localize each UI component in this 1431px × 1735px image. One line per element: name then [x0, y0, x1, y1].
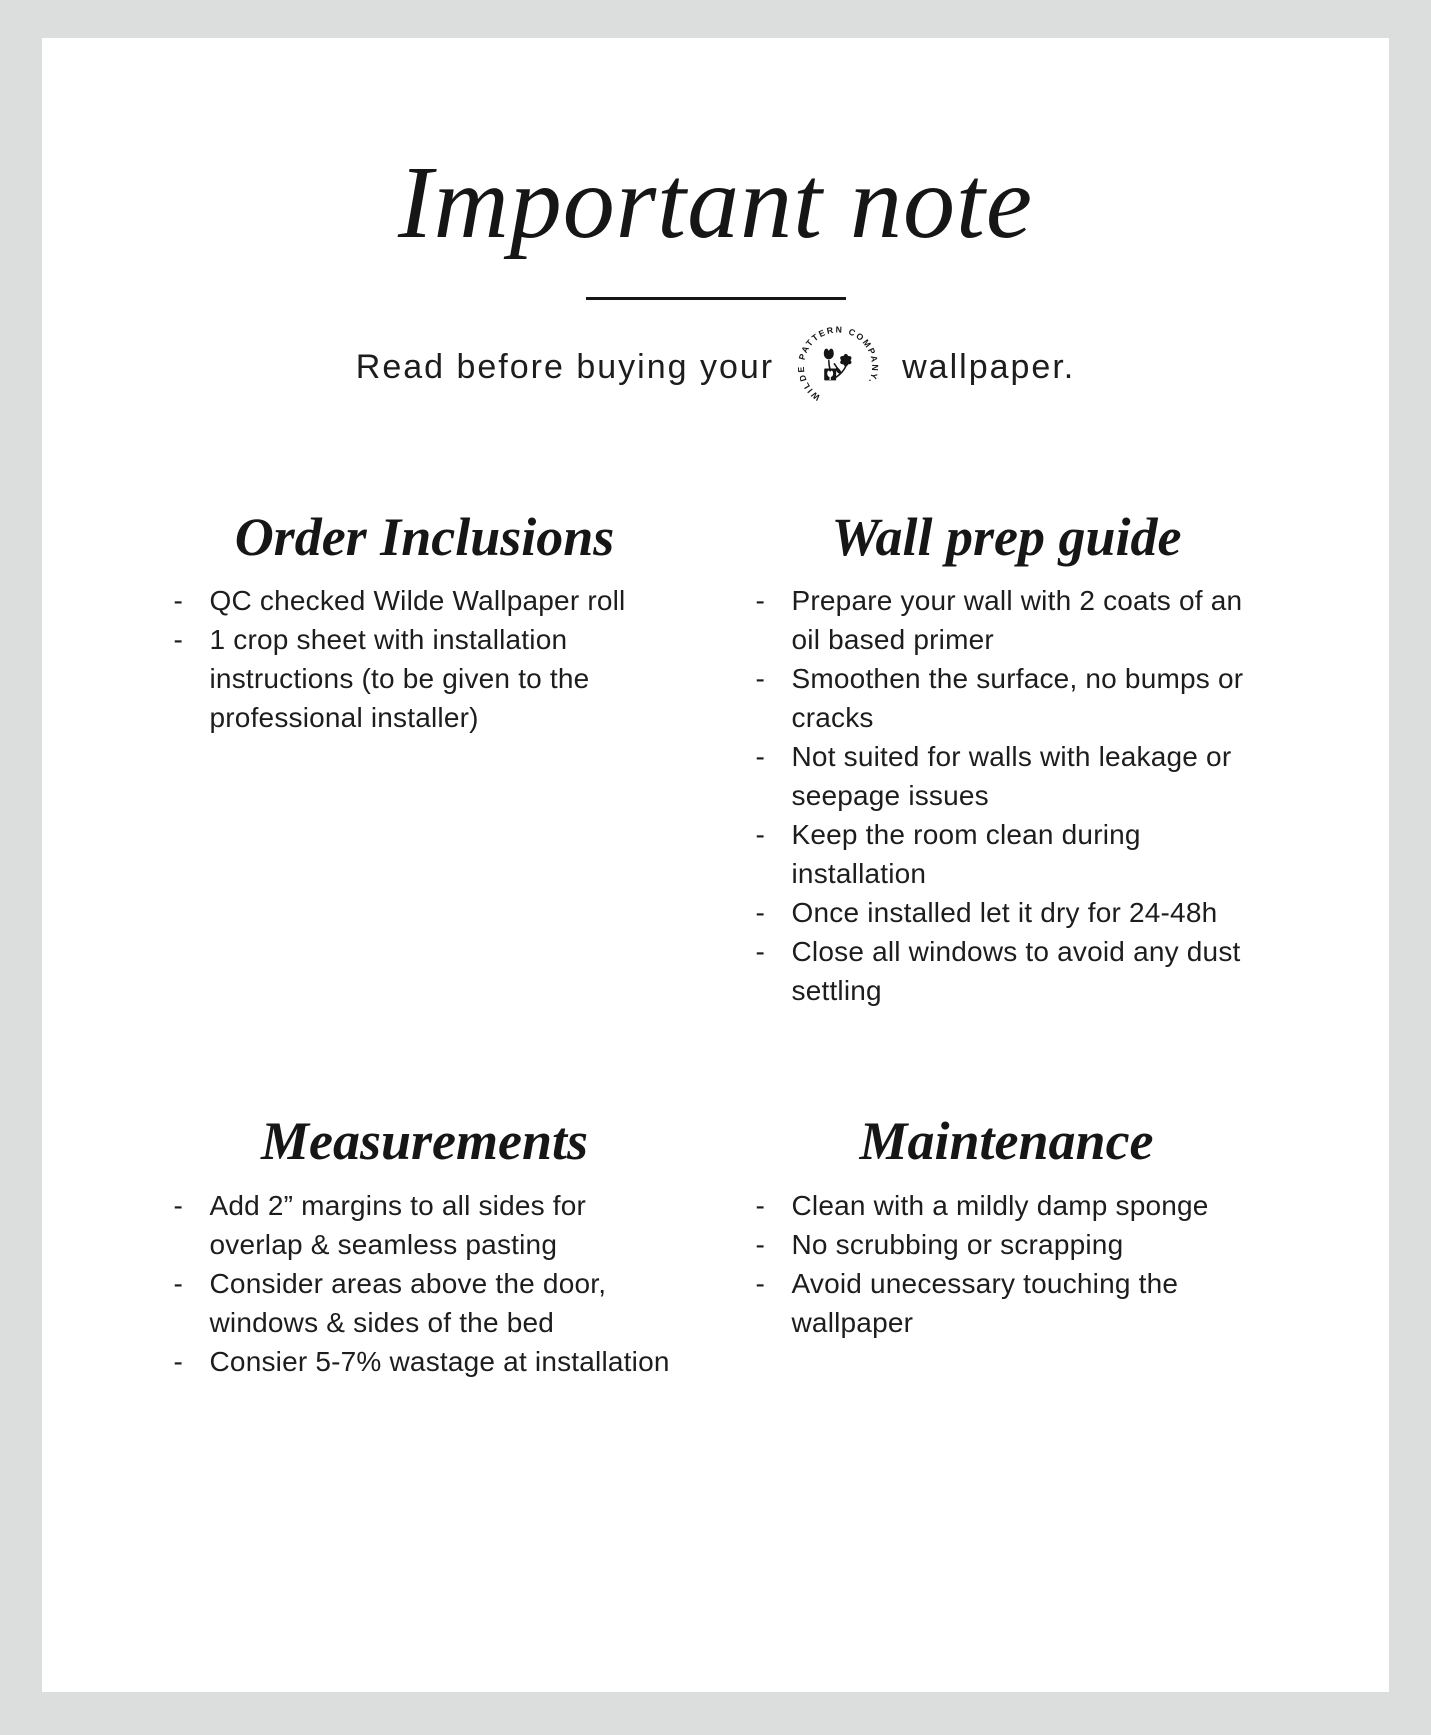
list-item-text: Consier 5-7% wastage at installation [209, 1346, 670, 1378]
section-heading: Measurements [260, 1111, 589, 1172]
list-item-text: Not suited for walls with leakage or seepage issues [791, 741, 1232, 812]
list-item-text: Smoothen the surface, no bumps or cracks [791, 663, 1244, 734]
subtitle-text-after: wallpaper. [902, 348, 1076, 387]
list-item-text: Close all windows to avoid any dust settling [791, 936, 1241, 1007]
section-measurements [174, 1110, 676, 1381]
list-item [174, 620, 676, 737]
list-item [756, 659, 1258, 737]
wilde-pattern-company-logo [792, 322, 884, 414]
list-item-text: Consider areas above the door, windows & sides of the bed [209, 1268, 607, 1339]
subtitle-text-before: Read before buying your [355, 348, 775, 387]
bullet-dash: - [755, 936, 766, 968]
bullet-dash: - [173, 624, 184, 656]
list-item [756, 1225, 1258, 1264]
list-item-text: Add 2” margins to all sides for overlap & seamless pasting [209, 1190, 587, 1261]
list-item [174, 581, 676, 620]
list-item-text: 1 crop sheet with installation instructions (to be given to the professional installer) [209, 624, 590, 734]
section-wall-prep-guide [756, 506, 1258, 1011]
section-list [756, 1186, 1258, 1342]
list-item [756, 737, 1258, 815]
list-item [756, 1264, 1258, 1342]
list-item [756, 815, 1258, 893]
list-item-text: Avoid unecessary touching the wallpaper [791, 1268, 1179, 1339]
section-heading: Wall prep guide [831, 506, 1182, 567]
bullet-dash: - [755, 1190, 766, 1222]
bullet-dash: - [755, 741, 766, 773]
bullet-dash: - [755, 897, 766, 929]
bullet-dash: - [173, 1190, 184, 1222]
list-item [756, 893, 1258, 932]
list-item [756, 1186, 1258, 1225]
list-item-text: QC checked Wilde Wallpaper roll [209, 585, 626, 617]
bullet-dash: - [755, 1229, 766, 1261]
list-item [174, 1342, 676, 1381]
list-item [756, 581, 1258, 659]
section-maintenance [756, 1110, 1258, 1342]
list-item-text: Keep the room clean during installation [791, 819, 1141, 890]
logo-flower-icon [824, 348, 853, 380]
list-item [756, 932, 1258, 1010]
bullet-dash: - [755, 663, 766, 695]
bullet-dash: - [755, 819, 766, 851]
section-heading: Maintenance [859, 1111, 1154, 1172]
subtitle-line [42, 322, 1389, 414]
list-item [174, 1264, 676, 1342]
bullet-dash: - [173, 1346, 184, 1378]
section-heading: Order Inclusions [234, 506, 615, 567]
list-item-text: Prepare your wall with 2 coats of an oil based primer [791, 585, 1243, 656]
section-list [174, 581, 676, 737]
list-item [174, 1186, 676, 1264]
bullet-dash: - [173, 1268, 184, 1300]
bullet-dash: - [173, 585, 184, 617]
section-order-inclusions [174, 506, 676, 738]
list-item-text: No scrubbing or scrapping [791, 1229, 1124, 1261]
list-item-text: Once installed let it dry for 24-48h [791, 897, 1218, 929]
sections-grid [42, 506, 1389, 1381]
bullet-dash: - [755, 585, 766, 617]
bullet-dash: - [755, 1268, 766, 1300]
note-card [42, 38, 1389, 1692]
page-title: Important note [397, 145, 1034, 260]
title-divider [586, 297, 846, 300]
list-item-text: Clean with a mildly damp sponge [791, 1190, 1209, 1222]
logo-ring-text: WILDE PATTERN COMPANY. [795, 323, 881, 403]
section-list [756, 581, 1258, 1010]
section-list [174, 1186, 676, 1381]
